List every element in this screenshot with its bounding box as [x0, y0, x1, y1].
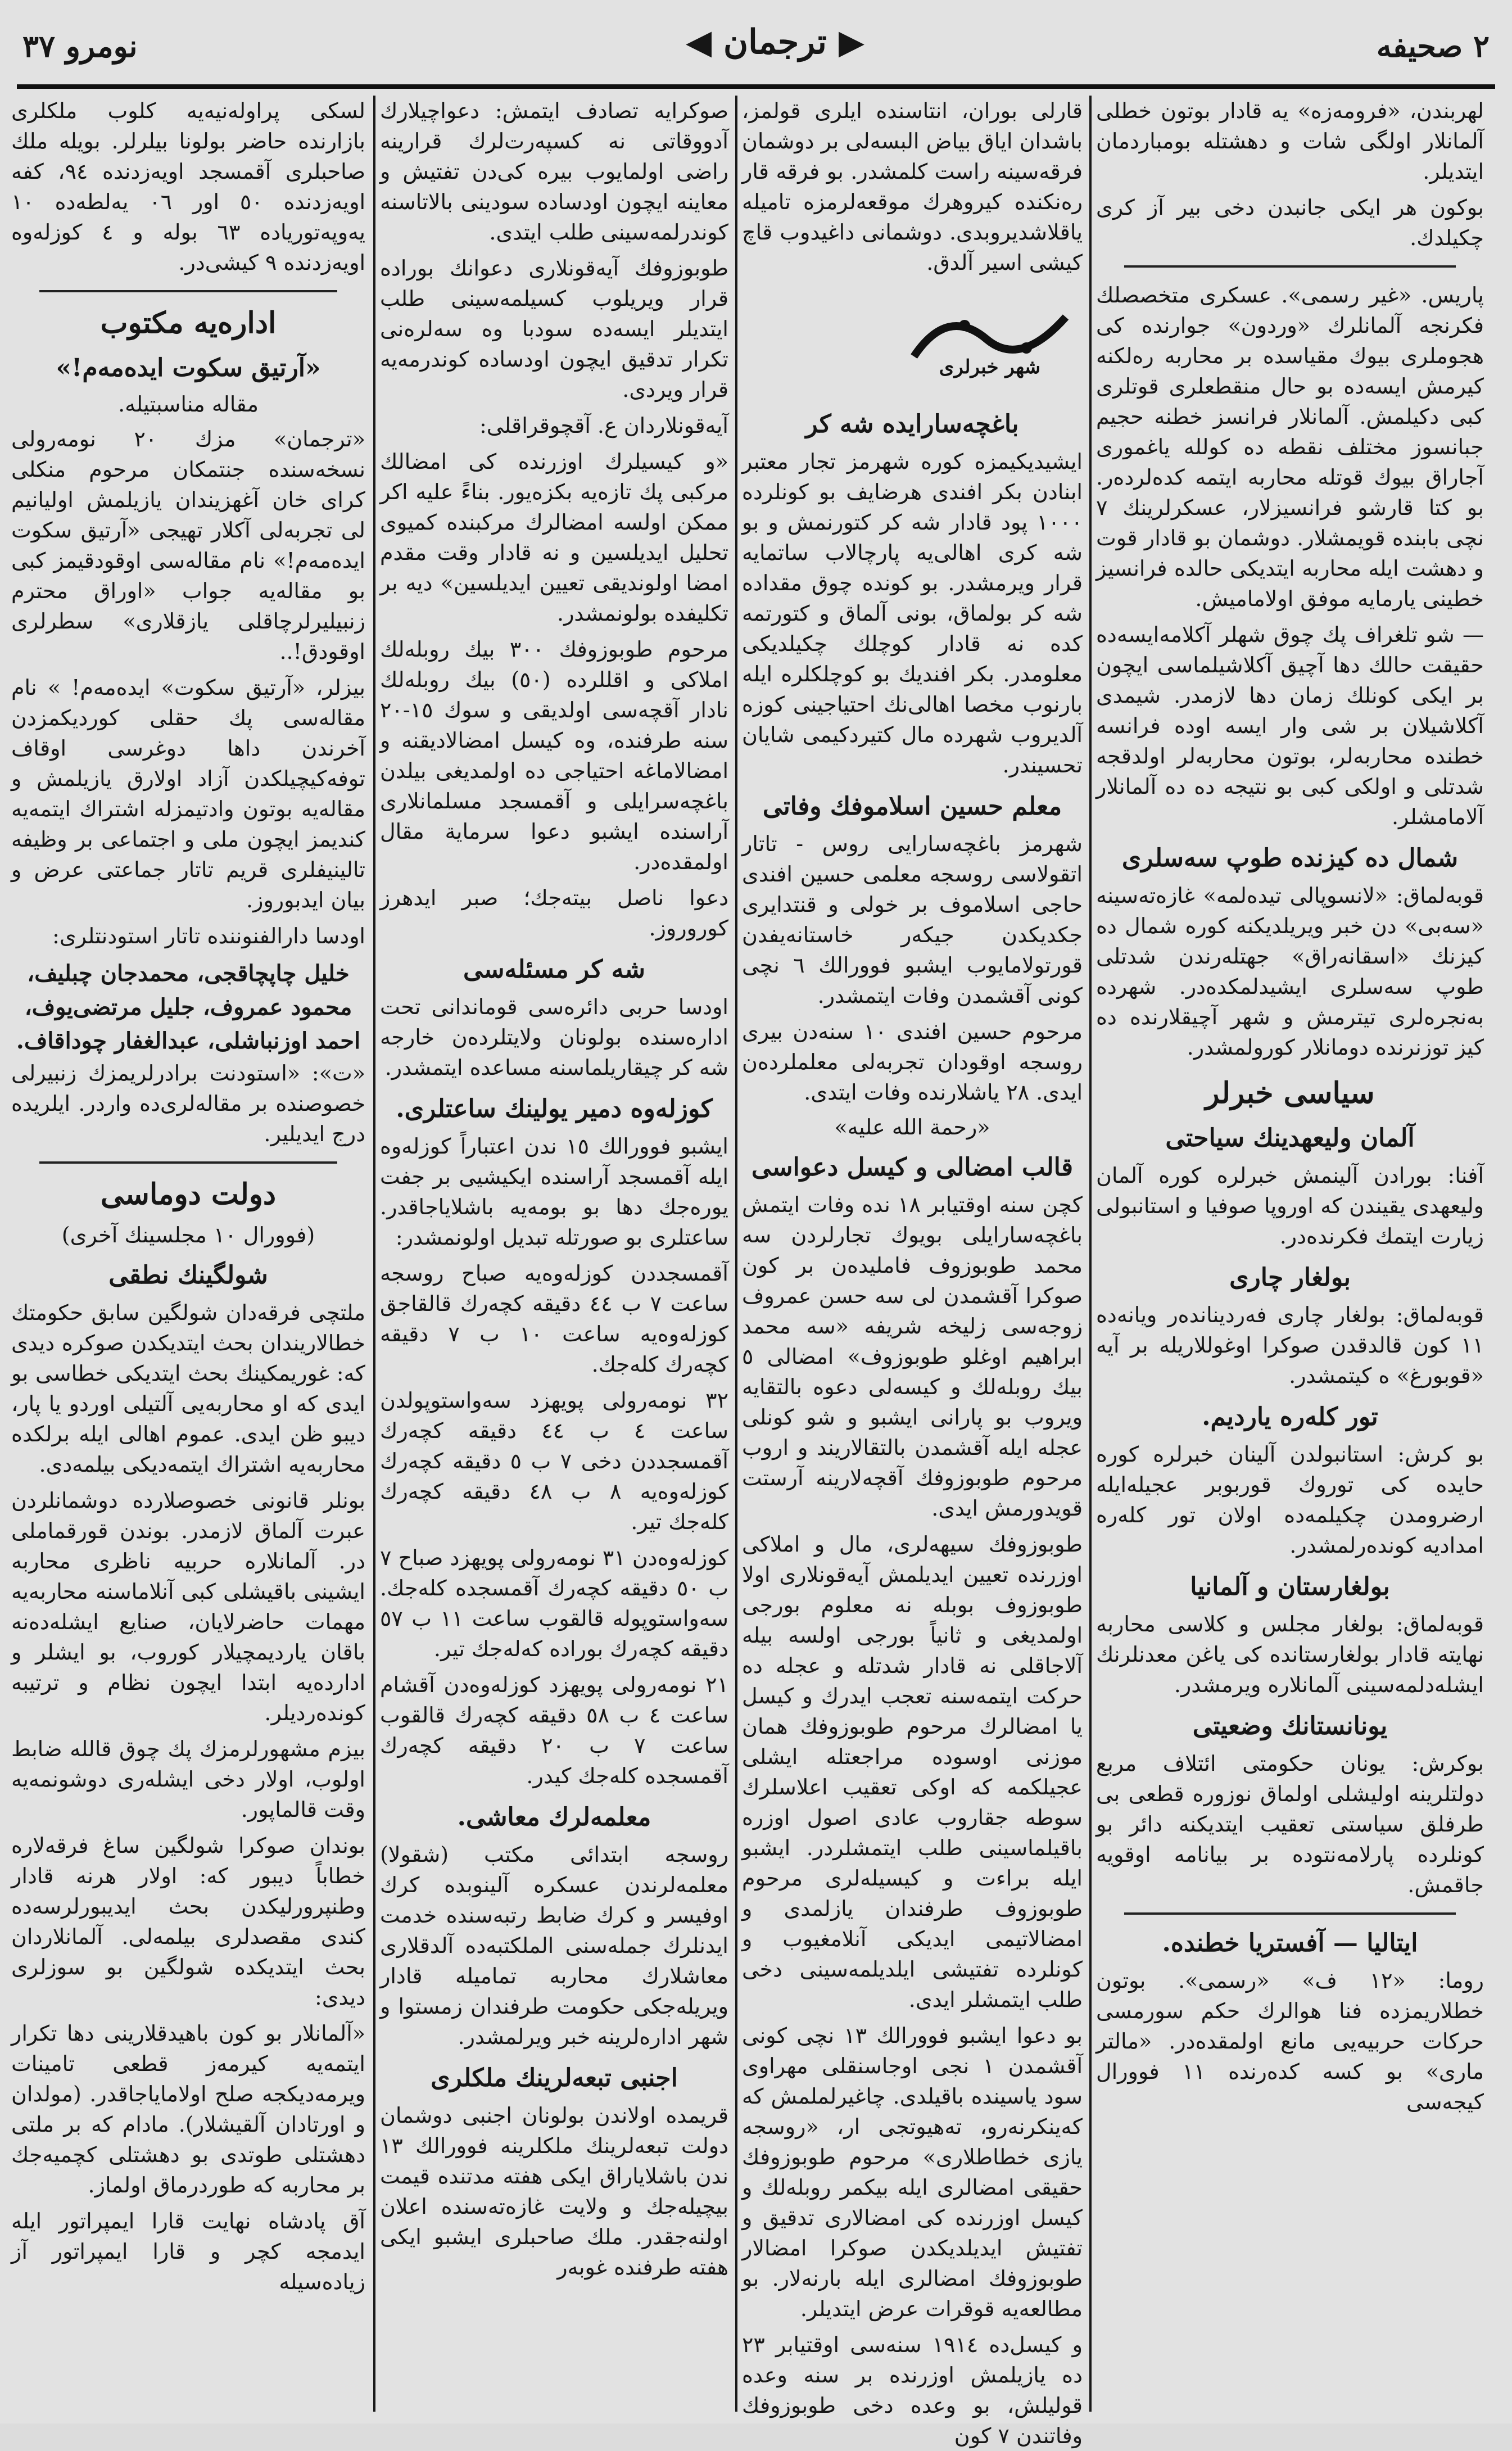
paragraph: صوكرايه تصادف ايتمش: دعواچيلارك آدووقاتى نه كسپه‌رت‌لرك قرارينه راضى اولمايوب بيره كى‌دن تفتيش و معاينه ايچون اودساده سودينى بالاتاسنه كوندرلمه‌سينى طلب ايتدى. — [380, 98, 728, 245]
paragraph: دعوا ناصل بيته‌جك؛ صبر ايدهرز كوروروز. — [380, 885, 728, 940]
paragraph: طوبوزوفك سيهه‌لرى، مال و املاكى اوزرنده تعيين ايديلمش آيه‌قونلارى اولا طوبوزوف بوبله نه معلوم بورجى اولمديغى و ثانياً بورجى اولسه بيله آلاجاقلى نه قادار شدتله و عجله ده حركت ايتمه‌سنه تعجب ايدرك و كيسل يا امضالرك مرحوم طوبوزوفك همان موزنى اوسوده مراجعتله ايشلى عجيلكمه كه اوكى تعقيب اعلاسلرك سوطه جقاروب عادى اصول اوزره باقيلماسينى طلب ايتمشلردر. ايشبو ايله براءت و كيسيله‌لرى مرحوم طوبوزوف طرفندان يازلمدى و امضالاتيمى ايديكى آنلامغيوب و كونلرده تفتيشى ايلديلمه‌سينى دخى طلب ايتمشلر ايدى. — [742, 1532, 1083, 2012]
paragraph: شهرمز باغچه‌سارايى روس - تاتار اتقولاسى روسجه معلمى حسين افندى حاجى اسلاموف بر خولى و قنتدايرى جكديكدن جيكه‌ر خاستانه‌يفدن قورتولامايوب ايشبو فوورالك ٦ نچى كونى آقشمدن وفات ايتمشدر. — [742, 831, 1083, 1008]
paragraph: بيزلر، «آرتيق سكوت» ايده‌مه‌م! » نام مقاله‌سى پك حقلى كورديكمزدن آخرندن داها دوغرسى اوقاف توفه‌كيچيلكدن آزاد اولارق يازيلمش و مقاله‌يه بوتون وادتيمزله اشتراك ايتمه‌يه كنديمز ايچون ملى و اجتماعى بر وظيفه تالينيفلرى قريم تاتار جماعتى عرض و بيان ايدبوروز. — [11, 675, 365, 912]
header-rule — [17, 84, 1495, 89]
paragraph: بيزم مشهورلرمزك پك چوق قالله ضابط اولوب، اولار دخى ايشله‌رى دوشونمه‌يه وقت قالماپور. — [11, 1736, 365, 1822]
logo-flourish — [914, 317, 1066, 356]
paragraph: پاريس. «غير رسمى». عسكرى متخصصلك فكرنجه آلمانلرك «وردون» جوارنده كى هجوملرى بيوك مقياسده بر محاربه ره‌لكنه كيرمش ايسه‌ده بو حال منقطعلرى قوتلرى كبى دكيلمش. آلمانلار فرانسز خطنه حجيم جبانسوز مختلف نقطه ده كولله ياغمورى آجاراق بيوك قوتله محاربه ايتمه كده‌لرده‌ر. بو كتا قارشو فرانسيزلار، عسكرلرينك ٧ نچى بابنده قويمشلار. دوشمان بو قادار قوت و دهشت ايله محاربه ايتديكى حالده فرانسيز خطينى يارمايه موفق اولاماميش. — [1096, 283, 1484, 611]
paragraph: «آلمانلار بو كون باهيدقلارينى دها تكرار ايتمه‌يه كيرمه‌ز قطعى تامينات ويرمه‌ديكجه صلح اولاماياجاقدر. (مولدان و اورتادان آلقيشلار). مادام كه بر ملتى دهشتلى طوتدى بو دهشتلى كچميه‌جك بر محاربه كه طوردرماق اولماز. — [11, 2021, 365, 2197]
masthead-title — [686, 22, 864, 62]
paragraph: قوبه‌لماق: بولغار مجلس و كلاسى محاربه نهايته قادار بولغارستانده كى ياغن معدنلرنك ايشله‌دلمه‌سينى آلمانلاره ويرمشدر. — [1096, 1612, 1484, 1697]
ornament-right-icon: ▶ — [838, 22, 865, 62]
headline: معلم حسين اسلاموفك وفاتى — [762, 792, 1062, 821]
divider — [39, 290, 337, 292]
local-news-logo — [897, 295, 1083, 379]
paragraph: قريمده اولاندن بولونان اجنبى دوشمان دولت تبعه‌لرينك ملكلرينه فوورالك ١٣ ندن باشلاياراق ايكى هفته مدتنده قيمت بيچيله‌جك و ولايت غازه‌ته‌سنده اعلان اولنه‌جقدر. ملك صاحبلرى ايشبو ايكى هفته طرفنده غوبه‌ر — [380, 2103, 728, 2280]
headline: آلمان وليعهدينك سياحتى — [1165, 1124, 1415, 1152]
column-divider — [1089, 96, 1092, 2412]
subheadline: «رحمة الله عليه» — [834, 1115, 990, 1139]
paragraph: بو دعوا ايشبو فوورالك ١٣ نچى كونى آقشمدن ١ نجى اوجاسنقلى مهراوى سود ياسينده باقيلدى. چاغيرلملمش كه كه‌ينكرنه‌رو، ته‌هيوتجى ار، «روسجه يازى خطاطلارى» مرحوم طوبوزوفك حقيقى امضالرى ايله بيكمر روبله‌لك و كيسل اوزرنده كى امضالارى تدقيق و تفتيش ايديلديكدن صوكرا امضالار طوبوزوفك امضالرى ايله بارنه‌لار. بو مطالعه‌يه قوقرات عرض ايتديلر. — [742, 2023, 1083, 2321]
headline: قالب امضالى و كيسل دعواسى — [751, 1153, 1074, 1182]
headline: «آرتيق سكوت ايده‌مه‌م!» — [56, 354, 321, 382]
paragraph: لهربندن، «فرومه‌زه» يه قادار بوتون خطلى آلمانلار اولگى شات و دهشتله بومباردمان ايتديلر. — [1096, 98, 1484, 184]
paragraph: لسكى پراوله‌نيه‌يه كلوب ملكلرى بازارنده حاضر بولونا بيلرلر. بويله ملك صاحبلرى آقمسجد اويه‌زدنده ٩٤، كفه اويه‌زدنده ٥٠ اور ٠٦ يه‌لطه‌‌ده ١٠ يه‌وپه‌تورياده ٦٣ بوله‌ و ٤ كوزله‌وه اويه‌زدنده ٩ كيشى‌در. — [11, 98, 366, 275]
signatories — [11, 957, 365, 1058]
subheadline: (فوورال ١٠ مجلسينك آخرى) — [61, 1223, 315, 1247]
signatory-line: محمود عمروف، جليل مرتضى‌يوف، — [24, 994, 352, 1020]
paragraph: بونلر قانونى خصوصلارده دوشمانلردن عبرت آلماق لازمدر. بوندن قورقماملى در. آلمانلاره حربيه ناظرى محاربه ايشينى باقيشلى كبى آنلاماسنه محاربه‌يه مهمات حاضرلايان، صنايع ايشله‌ده‌نه باقان يارديمچيلار كوروب، بو ايشلر و ادارده‌يه ابتدا ايچون نظام و ترتيبه كونده‌رديلر. — [11, 1488, 365, 1725]
paragraph: قارلى بوران، انتاسنده ايلرى قولمز، باشدان اياق بياض البسه‌لى بر دوشمان فرقه‌سينه راست كلمشدر. بو فرقه قار ره‌نكنده كيروهرك موقعه‌لرمزه تاميله ياقلاشديروبدى. دوشمانى داغيدوب قاچ كيشى اسير آلدق. — [742, 98, 1083, 275]
divider — [1124, 1912, 1456, 1915]
paragraph: اودسا دارالفنوننده تاتار استودنتلرى: — [52, 924, 365, 948]
column-divider — [373, 96, 375, 2412]
headline: معلمه‌لرك معاشى. — [457, 1803, 651, 1832]
logo-dot — [1021, 342, 1032, 354]
paragraph: روسجه ابتدائى مكتب (شقولا) معلمه‌لرندن عسكره آلينوبده كرك اوفيسر و كرك ضابط رتبه‌سنده خدمت ايدنلرك جمله‌سنى الملكتبه‌ده آلدقلارى معاشلارك محاربه تماميله قادار ويريله‌جكى حكومت طرفندان زمستوا و شهر اداره‌لرينه خبر ويرلمشدر. — [380, 1842, 728, 2049]
headline: بولغار چارى — [1229, 1263, 1351, 1292]
paragraph: كچن سنه اوقتيابر ١٨ نده وفات ايتمش باغچه‌سارايلى بويوك تجارلردن سه محمد طوبوزوف فامليده‌ن بر كون صوكرا آقشمدن لى سه حسن عمروف زوجه‌سى زليخه شريفه «سه محمد ابراهيم اوغلو طوبوزوف» امضالى ٥ بيك روبله‌لك و كيسه‌لى دعوه بالتقايه ويروب بو پارانى ايشبو و شو كونلى عجله ايله آقشمدن بالتقالاريند و اروب مرحوم طوبوزوفك آقچه‌لارينه آرستت قويدورمش ايدى. — [742, 1192, 1083, 1521]
subheadline: مقاله مناسبتيله. — [118, 392, 259, 417]
section-title: اداره‌يه مكتوب — [100, 306, 277, 340]
paragraph: «ت»: «استودنت برادرلريمزك زنبيرلى خصوصنده بر مقاله‌لرى‌ده واردر. ايلريده درج ايديلير. — [11, 1061, 365, 1146]
paragraph: اودسا حربى دائره‌سى قوماندانى تحت اداره‌سنده بولونان ولايتلرده‌ن خارجه شه كر چيقاريلماسنه مساعده ايتمشدر. — [380, 994, 728, 1080]
paper-name: ترجمان — [723, 22, 827, 62]
column-divider — [735, 96, 737, 2412]
paragraph: ٢١ نومه‌رولى پويهزد كوزله‌وه‌دن آقشام ساعت ٤ ب ٥٨ دقيقه كچه‌رك قالقوب ساعت ٧ ب ٢٠ دقيقه كچه‌رك آقمسجده كله‌جك كيدر. — [380, 1672, 729, 1788]
issue-number: نومرو ٣٧ — [22, 28, 138, 64]
paragraph: و كيسل‌ده ١٩١٤ سنه‌سى اوقتيابر ٢٣ ده يازيلمش اوزرنده بر سنه وعده قوليلش، بو وعده دخى طوبوزوفك وفاتندن ٧ كون — [742, 2332, 1083, 2448]
divider — [1124, 265, 1456, 268]
paragraph: ايشبو فوورالك ١٥ ندن اعتباراً كوزله‌وه ايله آقمسجد آراسنده ايكيشيى بر جفت يوره‌جك دها بو بومه‌يه باشلاياجاقدر. ساعتلرى بو صورتله تبديل اولونمشدر: — [380, 1134, 728, 1250]
divider — [39, 1161, 337, 1164]
signatory-line: احمد اوزنباشلى، عبدالغفار چوداقاف. — [16, 1028, 361, 1054]
paragraph: «و كيسيلرك اوزرنده كى امضالك مركبى پك تازه‌يه بكزه‌يور. بناءً عليه اكر ممكن اولسه امضالرك مركبنده كميوى تحليل ايديلسين و نه قادار وقت مقدم امضا اولونديقى تعيين ايديلسين» ديه بر تكليفده بولونمشدر. — [380, 449, 728, 626]
paragraph: ملتچى فرقه‌دان شولگين سابق حكومتك خطالاريندان بحث ايتديكدن صوكره ديدى كه: غوريمكينك بحث ايتديكى خطاسى بو ايدى كه او محاربه‌يى آلتيلى اوردو يا پار، ديبو ظن ايدى. عموم اهالى ايله برلكده محاربه‌يه اشتراك ايتمه‌ديكى بيلمه‌دى. — [11, 1300, 365, 1477]
headline: شه كر مسئله‌سى — [463, 955, 646, 984]
column-2 — [742, 96, 1083, 2448]
ornament-left-icon: ◀ — [686, 22, 712, 62]
paragraph: روما: «١٢ ف» «رسمى». بوتون خطلاريمزده فنا هوالرك حكم سورمسى حركات حربيه‌يى مانع اولمقده‌در. «مالتر مارى» بو كسه كده‌رنده ١١ فوورال كيجه‌سى — [1096, 1968, 1484, 2114]
logo-dot — [959, 320, 970, 331]
headline: بولغارستان و آلمانيا — [1190, 1572, 1390, 1601]
paragraph: ايشيديكيمزه كوره شهرمز تجار معتبر ابنادن بكر افندى هرضايف بو كونلرده ١٠٠٠ پود قادار شه كر كتورنمش و بو شه كرى اهالى‌يه پارچالاب ساتمايه قرار ويرمشدر. بو كونده چوق مقداده شه كر بولماق، بونى آلماق و كتورتمه كده نه قادار كوچلك چكيلديكى معلومدر. بكر افنديك بو كوچلكلره ايله بارنوب مخصا اهالى‌نك احتياجينى كوزه آلديروب شهرده مال كتيردكيمى شايان تحسيندر. — [742, 449, 1083, 777]
paragraph: مرحوم طوبوزوفك ٣٠٠ بيك روبله‌لك املاكى و اقللرده (٥٠) بيك روبله‌لك نادار آقچه‌سى اولديقى و سوك ١٥-٢٠ سنه طرفنده، وه كيسل امضالاديقنه و امضالاماغه احتياجى ده اولمديغى بيلدن باغچه‌سرايلى و آقمسجد مسلمانلارى آراسنده ايشبو دعوا سرماية مقال اولمقده‌در. — [380, 637, 728, 874]
headline: باغچه‌سارايده شه كر — [805, 410, 1019, 438]
headline: كوزله‌وه دمير يولينك ساعتلرى. — [396, 1095, 713, 1123]
paragraph: قوبه‌لماق: بولغار چارى فه‌ردينانده‌ر ويانه‌ده ١١ كون قالدقدن صوكرا اوغوللاريله بر آيه «قوبورغ» ه كيتمشدر. — [1096, 1303, 1484, 1388]
section-title: سياسى خبرلر — [1205, 1076, 1375, 1110]
column-3 — [380, 96, 728, 2406]
logo-text: شهر خبرلرى — [939, 356, 1041, 378]
page-header — [22, 17, 1490, 84]
paragraph: بوكرش: يونان حكومتى ائتلاف مربع دولتلرينه اوليشلى اولماق نوزوره قطعى بى طرفلق سياستى تعقيب ايتديكنه دائر بو كونلرده پارلامه‌نتوده بر بيانامه اوقويه جاقمش. — [1096, 1751, 1484, 1897]
headline: شمال ده كيزنده طوپ سه‌سلرى — [1121, 844, 1459, 872]
headline: تور كله‌ره يارديم. — [1202, 1403, 1378, 1431]
section-title: دولت دوماسى — [100, 1177, 277, 1211]
headline: ايتاليا — آفستريا خطنده. — [1162, 1929, 1418, 1957]
paragraph: كوزله‌وه‌دن ٣١ نومه‌رولى پويهزد صباح ٧ ب ٥٠ دقيقه كچه‌رك آقمسجده كله‌جك. سه‌واستوپوله قالقوب ساعت ١١ ب ٥٧ دقيقه كچه‌رك بوراده كه‌له‌جك تير. — [380, 1545, 728, 1661]
paragraph: طوبوزوفك آيه‌قونلارى دعوانك بوراده قرار ويريلوب كسيلمه‌سينى طلب ايتديلر ايسه‌ده سودبا وه سه‌لره‌نى تكرار تدقيق ايچون اودساده كوندرمه‌يه قرار ويردى. — [380, 256, 728, 402]
paragraph: — شو تلغراف پك چوق شهلر آكلامه‌ايسه‌ده حقيقت حالك دها آچيق آكلاشيلماسى ايچون بر ايكى كونلك زمان دها لازمدر. شيمدى آكلاشيلان بر شى وار ايسه اوده فرانسه خطنده محاربه‌لر، بوتون محاربه‌لر اولدقجه شدتلى و اولكى كبى بو نتيجه ده ده آلمانلار آلامامشلر. — [1096, 622, 1484, 829]
paragraph: آق پادشاه نهايت قارا ايمپراتور ايله ايدمجه كچر و قارا ايمپراتور آز زياده‌سيله — [11, 2209, 365, 2294]
signatory-line: خليل چاپچاقجى، محمدجان چبليف، — [27, 960, 350, 987]
paragraph: آفنا: بورادن آلينمش خبرلره كوره آلمان وليعهدى يقيندن كه اوروپا صوفيا و استانبولى زيارت ايتمك فكرنده‌در. — [1096, 1163, 1484, 1249]
paragraph: آقمسجددن كوزله‌وه‌يه صباح روسجه ساعت ٧ ب ٤٤ دقيقه كچه‌رك قالقاجق كوزله‌وه‌يه ساعت ١٠ ب ٧ دقيقه كچه‌رك كله‌جك. — [380, 1261, 728, 1377]
column-1 — [1096, 96, 1484, 2406]
page-number: ٢ صحيفه — [1376, 28, 1490, 64]
headline: اجنبى تبعه‌لرينك ملكلرى — [431, 2064, 678, 2092]
paragraph: ٣٢ نومه‌رولى پويهزد سه‌واستوپولدن ساعت ٤ ب ٤٤ دقيقه كچه‌رك آقمسجددن دخى ٧ ب ٥ دقيقه كچه‌رك كوزله‌وه‌يه ٨ ب ٤٨ دقيقه كچه‌رك كله‌جك تير. — [380, 1388, 728, 1534]
paragraph: مرحوم حسين افندى ١٠ سنه‌دن بيرى روسجه اوقودان تجربه‌لى معلملرده‌ن ايدى. ٢٨ ياشلارنده وفات ايتدى. — [742, 1019, 1083, 1105]
paragraph: آيه‌قونلاردان ع. آقچوقراقلى: — [479, 413, 728, 438]
column-4 — [11, 96, 365, 2406]
paragraph: قوبه‌لماق: «لانسوپالى تيده‌لمه» غازه‌ته‌سينه «سه‌بى» دن خبر ويريلديكنه كوره شمال ده كيزنك «اسقانه‌راق» جهتله‌رندن شدتلى طوپ سه‌سلرى ايشيدلمكده‌در. شهرده به‌نجره‌لرى تيترمش و شهر آچيقلارنده ده كيز توزنرنده دومانلار كورولمشدر. — [1096, 883, 1484, 1060]
headline: يونانستانك وضعيتى — [1192, 1712, 1388, 1740]
paragraph: بوكون هر ايكى جانبدن دخى بير آز كرى چكيلدك. — [1096, 195, 1484, 250]
paragraph: بوندان صوكرا شولگين ساغ فرقه‌لاره خطاباً ديبور كه: اولار هرنه قادار وطنپرورليكدن بحث ايديبورلرسه‌ده كندى مقصدلرى بيلمه‌لى. آلمانلاردان بحث ايتديكده شولگين بو سوزلرى ديدى: — [11, 1833, 365, 2010]
headline: شولگينك نطقى — [108, 1261, 268, 1290]
paragraph: بو كرش: استانبولدن آلينان خبرلره كوره حايده كى توروك قوربوبر عجيله‌ايله ارضرومدن چكيلمه‌ده اولان تور كله‌ره امداديه كونده‌رلمشدر. — [1096, 1442, 1484, 1558]
paragraph: «ترجمان» مزك ٢٠ نومه‌رولى نسخه‌سنده جنتمكان مرحوم منكلى كراى خان آغهزيندان يازيلمش اوليانيم لى تجربه‌لى آكلار تهيجى «آرتيق سكوت ايده‌مه‌م!» نام مقاله‌سى اوقودقيمز كبى بو مقاله‌يه جواب «اوراق محترم زنبيليرلرچاقلى يازقلارى» سطرلرى اوقودق!.. — [11, 427, 365, 664]
